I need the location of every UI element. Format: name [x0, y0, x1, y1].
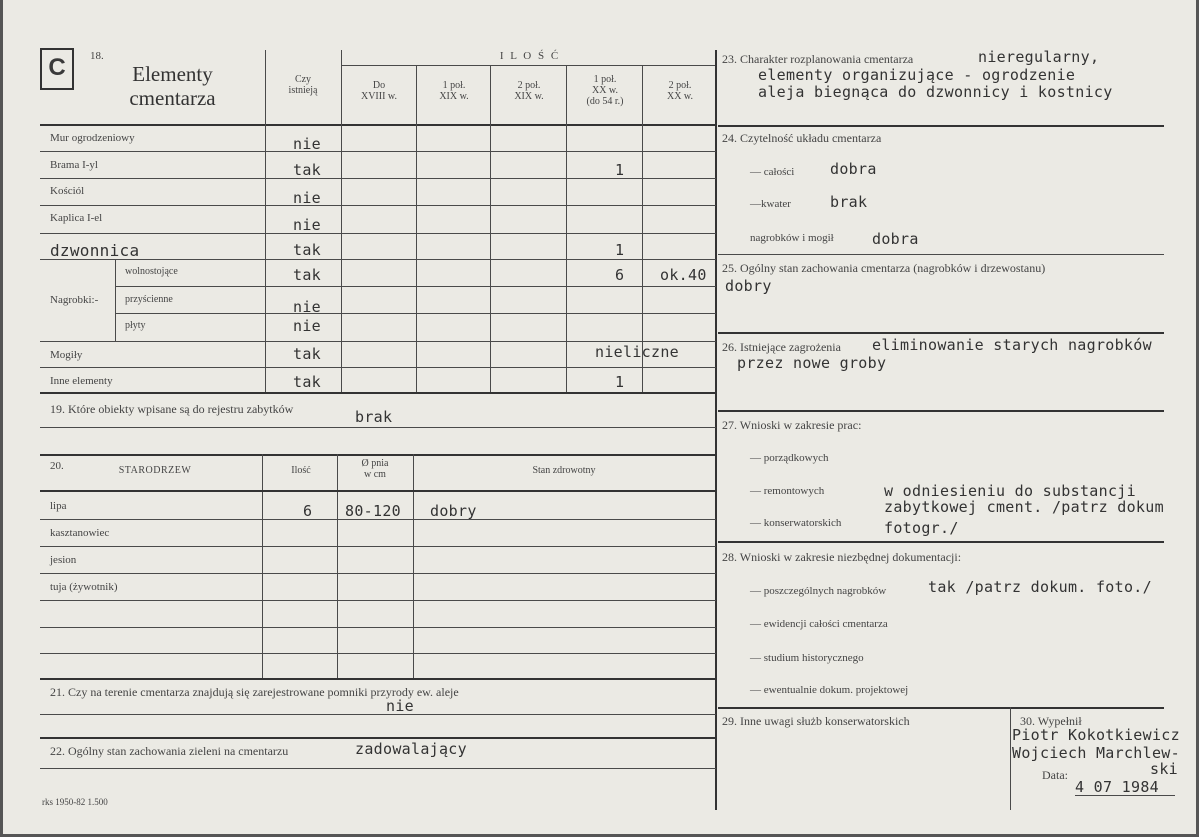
- tree-health: dobry: [430, 502, 477, 520]
- quantity-header: I L O Ś Ć: [499, 50, 561, 62]
- row-line: [40, 627, 716, 628]
- gravestone-exists: tak: [293, 266, 321, 284]
- footer-code: rks 1950-82 1.500: [42, 797, 108, 807]
- row-line: [40, 546, 716, 547]
- element-exists: tak: [293, 241, 321, 259]
- row-line: [40, 205, 716, 206]
- period-header-5: 2 poł. XX w.: [666, 80, 693, 102]
- section-line: [40, 737, 716, 739]
- q23-value-line2: elementy organizujące - ogrodzenie: [758, 66, 1076, 84]
- tree-name: kasztanowiec: [50, 527, 110, 539]
- section-line: [40, 678, 716, 680]
- q28-item: — poszczególnych nagrobków: [750, 585, 887, 597]
- row-line: [40, 151, 716, 152]
- q28-value: tak /patrz dokum. foto./: [928, 578, 1152, 596]
- badge: C: [40, 48, 74, 90]
- element-label: Mur ogrodzeniowy: [50, 132, 135, 144]
- q24-whole-label: — całości: [750, 166, 795, 178]
- q23-value-line1: nieregularny,: [978, 48, 1100, 66]
- title-line1: Elementy: [132, 62, 213, 86]
- q25-label: 25. Ogólny stan zachowania cmentarza (nagrobków i drzewostanu): [722, 261, 1046, 275]
- element-exists: tak: [293, 345, 321, 363]
- q26-value-line2: przez nowe groby: [737, 354, 887, 372]
- q28-label: 28. Wnioski w zakresie niezbędnej dokumentacji:: [722, 550, 962, 564]
- row-line: [40, 427, 716, 428]
- q30-name-line3: ski: [1150, 760, 1178, 778]
- col-divider-3: [490, 65, 491, 392]
- row-line: [40, 178, 716, 179]
- q24-label: 24. Czytelność układu cmentarza: [722, 131, 882, 145]
- element-count: 1: [615, 161, 625, 179]
- q24-graves-value: dobra: [872, 230, 919, 248]
- element-exists: nie: [293, 189, 321, 207]
- q30-divider: [1010, 707, 1011, 810]
- element-exists: tak: [293, 161, 321, 179]
- gravestone-type: przyścienne: [125, 294, 173, 305]
- q24-graves-label: nagrobków i mogił: [750, 232, 834, 244]
- element-count: nieliczne: [595, 343, 679, 361]
- q28-item: — ewidencji całości cmentarza: [750, 618, 888, 630]
- period-header-1: Do XVIII w.: [360, 80, 397, 102]
- element-label: Kościól: [50, 185, 85, 197]
- date-underline: [1075, 795, 1175, 796]
- quantity-underline: [342, 65, 716, 66]
- tree-count: 6: [303, 502, 313, 520]
- element-exists: nie: [293, 216, 321, 234]
- q28-item: — studium historycznego: [750, 652, 864, 664]
- q24-whole-value: dobra: [830, 160, 877, 178]
- gravestones-label: Nagrobki:-: [50, 294, 99, 306]
- tree-name: tuja (żywotnik): [50, 581, 118, 593]
- section-20-number: 20.: [50, 460, 64, 472]
- q19-label: 19. Które obiekty wpisane są do rejestru zabytków: [50, 402, 294, 416]
- row-line: [40, 233, 716, 234]
- q30-name-line1: Piotr Kokotkiewicz: [1012, 726, 1180, 744]
- q19-value: brak: [355, 408, 393, 426]
- q30-label: 30. Wypełnił: [1020, 714, 1082, 728]
- row-line: [40, 573, 716, 574]
- section-line: [40, 392, 716, 394]
- trees-col-divider-1: [262, 454, 263, 678]
- row-line: [115, 286, 716, 287]
- q27-value-line2: zabytkowej cment. /patrz dokum: [884, 498, 1164, 516]
- q28-item: — ewentualnie dokum. projektowej: [750, 684, 909, 696]
- row-line: [40, 341, 716, 342]
- row-line: [40, 519, 716, 520]
- trees-col-divider-2: [337, 454, 338, 678]
- trees-header-line: [40, 490, 716, 492]
- section-18-number: 18.: [90, 50, 104, 62]
- q26-value-line1: eliminowanie starych nagrobków: [872, 336, 1152, 354]
- q30-name-line2: Wojciech Marchlew-: [1012, 744, 1180, 762]
- gravestone-type: płyty: [125, 320, 146, 331]
- section-line: [718, 541, 1164, 543]
- q22-value: zadowalający: [355, 740, 467, 758]
- q21-value: nie: [386, 697, 414, 715]
- header-bottom-line: [40, 124, 716, 126]
- gravestone-count-late: ok.40: [660, 266, 707, 284]
- q23-label: 23. Charakter rozplanowania cmentarza: [722, 52, 914, 66]
- element-exists: nie: [293, 135, 321, 153]
- tree-name: jesion: [50, 554, 77, 566]
- col-divider-4: [566, 65, 567, 392]
- tree-diameter: 80-120: [345, 502, 401, 520]
- gravestone-exists: nie: [293, 298, 321, 316]
- trees-diam-header: Ø pnia w cm: [361, 458, 389, 480]
- center-divider: [715, 50, 717, 810]
- element-count: 1: [615, 241, 625, 259]
- trees-health-header: Stan zdrowotny: [532, 465, 596, 476]
- q22-label: 22. Ogólny stan zachowania zieleni na cmentarzu: [50, 744, 289, 758]
- q29-label: 29. Inne uwagi służb konserwatorskich: [722, 714, 910, 728]
- row-line: [718, 254, 1164, 255]
- row-line: [40, 714, 716, 715]
- q27-order-label: — porządkowych: [750, 452, 829, 464]
- period-header-4: 1 poł. XX w. (do 54 r.): [586, 74, 624, 107]
- title-line2: cmentarza: [129, 86, 216, 110]
- row-line: [40, 259, 716, 260]
- q23-value-line3: aleja biegnąca do dzwonnicy i kostnicy: [758, 83, 1113, 101]
- q27-value-line3: fotogr./: [884, 519, 959, 537]
- row-line: [40, 367, 716, 368]
- element-label-typed: dzwonnica: [50, 241, 140, 260]
- gravestone-count: 6: [615, 266, 625, 284]
- row-line: [40, 768, 716, 769]
- row-line: [115, 313, 716, 314]
- element-label: Mogiły: [50, 349, 83, 361]
- q24-quarters-label: —kwater: [750, 198, 791, 210]
- period-header-3: 2 poł. XIX w.: [514, 80, 544, 102]
- section-line: [718, 707, 1164, 709]
- row-line: [40, 600, 716, 601]
- period-header-2: 1 poł. XIX w.: [439, 80, 469, 102]
- exists-col-header: Czy istnieją: [288, 74, 318, 96]
- q26-label: 26. Istniejące zagrożenia: [722, 340, 841, 354]
- trees-title: STARODRZEW: [118, 465, 192, 476]
- trees-col-divider-3: [413, 454, 414, 678]
- q27-conservation-label: — konserwatorskich: [750, 517, 842, 529]
- element-label: Kaplica I-el: [50, 212, 103, 224]
- section-line: [40, 454, 716, 456]
- q30-date-label: Data:: [1042, 768, 1068, 782]
- element-count: 1: [615, 373, 625, 391]
- q25-value: dobry: [725, 277, 772, 295]
- element-exists: tak: [293, 373, 321, 391]
- section-line: [718, 125, 1164, 127]
- q27-value-line1: w odniesieniu do substancji: [884, 482, 1136, 500]
- section-line: [718, 332, 1164, 334]
- col-divider-2: [416, 65, 417, 392]
- card-edge-left: [0, 0, 3, 837]
- tree-name: lipa: [50, 500, 67, 512]
- gravestone-type: wolnostojące: [125, 266, 178, 277]
- q21-label: 21. Czy na terenie cmentarza znajdują się zarejestrowane pomniki przyrody ew. aleje: [50, 685, 459, 699]
- q24-quarters-value: brak: [830, 193, 868, 211]
- element-label: Brama I-yl: [50, 159, 98, 171]
- trees-count-header: Ilość: [291, 465, 311, 476]
- gravestone-exists: nie: [293, 317, 321, 335]
- row-line: [40, 653, 716, 654]
- page-title: [110, 62, 235, 110]
- section-line: [718, 410, 1164, 412]
- q27-repair-label: — remontowych: [750, 485, 825, 497]
- element-label: Inne elementy: [50, 375, 113, 387]
- q27-label: 27. Wnioski w zakresie prac:: [722, 418, 862, 432]
- gravestones-divider: [115, 259, 116, 341]
- q30-date: 4 07 1984: [1075, 778, 1159, 796]
